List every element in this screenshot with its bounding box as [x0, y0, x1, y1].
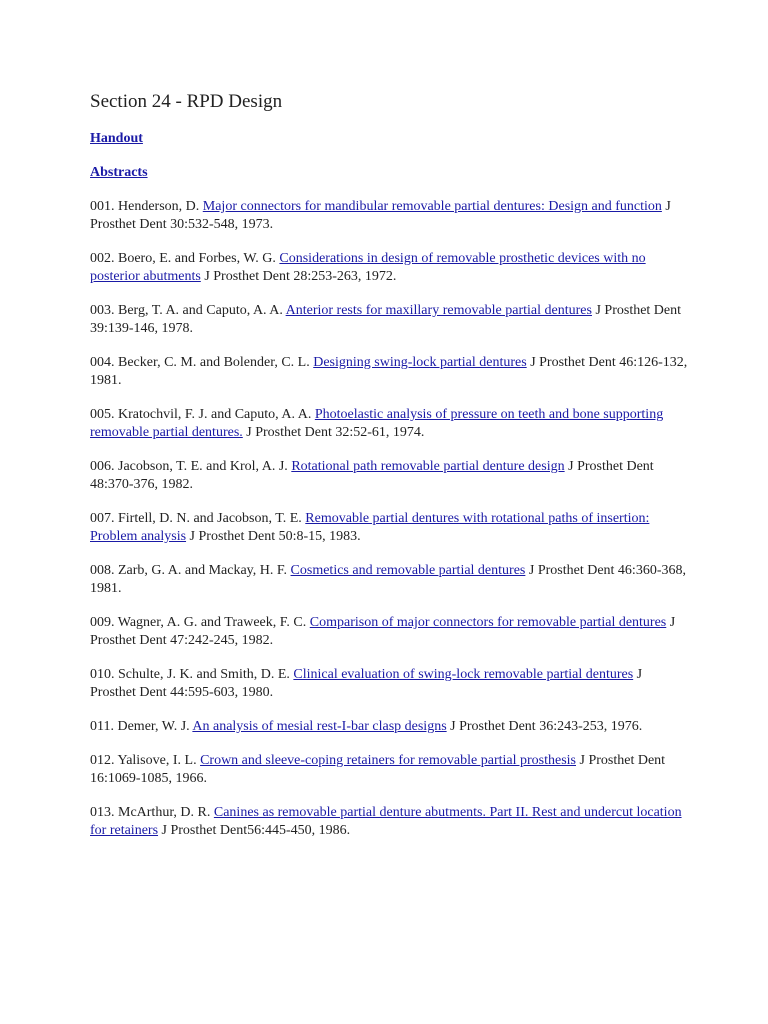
- reference-title-link[interactable]: Clinical evaluation of swing-lock removable partial dentures: [293, 667, 634, 682]
- reference-title-link[interactable]: Anterior rests for maxillary removable partial dentures: [285, 303, 592, 318]
- reference-number: 010.: [90, 667, 115, 682]
- reference-journal: J Prosthet Dent 36:243-253, 1976.: [450, 719, 643, 734]
- reference-title-link[interactable]: Major connectors for mandibular removable partial dentures: Design and function: [202, 199, 662, 214]
- reference-journal: J Prosthet Dent 46:360-368, 1981.: [90, 563, 686, 596]
- reference-authors: Becker, C. M. and Bolender, C. L.: [118, 355, 310, 370]
- reference-journal: J Prosthet Dent56:445-450, 1986.: [161, 823, 351, 838]
- reference-item: [90, 718, 690, 736]
- reference-number: 005.: [90, 407, 115, 422]
- reference-title-link[interactable]: Designing swing-lock partial dentures: [313, 355, 527, 370]
- reference-title-link[interactable]: Comparison of major connectors for removable partial dentures: [309, 615, 667, 630]
- reference-authors: Jacobson, T. E. and Krol, A. J.: [118, 459, 288, 474]
- reference-item: [90, 302, 690, 338]
- reference-journal: J Prosthet Dent 32:52-61, 1974.: [246, 425, 425, 440]
- reference-journal: J Prosthet Dent 39:139-146, 1978.: [90, 303, 682, 336]
- reference-item: [90, 804, 690, 840]
- reference-number: 012.: [90, 753, 115, 768]
- reference-title-link[interactable]: Photoelastic analysis of pressure on teeth and bone supporting removable partial dentures.: [90, 407, 664, 440]
- reference-number: 011.: [90, 719, 114, 734]
- reference-journal: J Prosthet Dent 47:242-245, 1982.: [90, 615, 676, 648]
- reference-number: 009.: [90, 615, 115, 630]
- reference-journal: J Prosthet Dent 30:532-548, 1973.: [90, 199, 671, 232]
- reference-title-link[interactable]: Cosmetics and removable partial dentures: [290, 563, 526, 578]
- reference-authors: Demer, W. J.: [117, 719, 190, 734]
- reference-item: [90, 458, 690, 494]
- reference-authors: McArthur, D. R.: [118, 805, 211, 820]
- reference-authors: Kratochvil, F. J. and Caputo, A. A.: [118, 407, 312, 422]
- reference-journal: J Prosthet Dent 46:126-132, 1981.: [90, 355, 688, 388]
- reference-authors: Yalisove, I. L.: [117, 753, 197, 768]
- reference-item: [90, 250, 690, 286]
- reference-list: [90, 198, 688, 840]
- reference-item: [90, 752, 690, 788]
- reference-item: [90, 614, 690, 650]
- reference-journal: J Prosthet Dent 48:370-376, 1982.: [90, 459, 654, 492]
- reference-authors: Henderson, D.: [118, 199, 200, 214]
- reference-authors: Firtell, D. N. and Jacobson, T. E.: [118, 511, 302, 526]
- reference-number: 003.: [90, 303, 115, 318]
- reference-authors: Berg, T. A. and Caputo, A. A.: [118, 303, 283, 318]
- reference-item: [90, 666, 690, 702]
- page-title: Section 24 - RPD Design: [90, 91, 283, 112]
- reference-title-link[interactable]: Removable partial dentures with rotational paths of insertion: Problem analysis: [90, 511, 650, 544]
- reference-number: 007.: [90, 511, 115, 526]
- reference-item: [90, 510, 690, 546]
- reference-journal: J Prosthet Dent 28:253-263, 1972.: [204, 269, 397, 284]
- reference-number: 004.: [90, 355, 115, 370]
- reference-title-link[interactable]: Rotational path removable partial denture design: [291, 459, 565, 474]
- reference-number: 006.: [90, 459, 115, 474]
- reference-journal: J Prosthet Dent 44:595-603, 1980.: [90, 667, 643, 700]
- reference-title-link[interactable]: Considerations in design of removable prosthetic devices with no posterior abutments: [90, 251, 646, 284]
- reference-journal: J Prosthet Dent 16:1069-1085, 1966.: [90, 753, 666, 786]
- handout-link[interactable]: Handout: [90, 131, 143, 146]
- reference-title-link[interactable]: An analysis of mesial rest-I-bar clasp designs: [192, 719, 447, 734]
- reference-title-link[interactable]: Crown and sleeve-coping retainers for removable partial prosthesis: [200, 753, 576, 768]
- reference-authors: Boero, E. and Forbes, W. G.: [118, 251, 276, 266]
- reference-authors: Schulte, J. K. and Smith, D. E.: [118, 667, 290, 682]
- reference-item: [90, 562, 690, 598]
- reference-number: 002.: [90, 251, 115, 266]
- reference-authors: Zarb, G. A. and Mackay, H. F.: [118, 563, 288, 578]
- reference-journal: J Prosthet Dent 50:8-15, 1983.: [189, 529, 361, 544]
- reference-item: [90, 198, 690, 234]
- reference-number: 013.: [90, 805, 115, 820]
- reference-number: 008.: [90, 563, 115, 578]
- reference-item: [90, 406, 690, 442]
- reference-item: [90, 354, 690, 390]
- abstracts-link[interactable]: Abstracts: [90, 165, 148, 180]
- reference-title-link[interactable]: Canines as removable partial denture abutments. Part II. Rest and undercut location for retainers: [90, 805, 682, 838]
- reference-number: 001.: [90, 199, 115, 214]
- reference-authors: Wagner, A. G. and Traweek, F. C.: [117, 615, 307, 630]
